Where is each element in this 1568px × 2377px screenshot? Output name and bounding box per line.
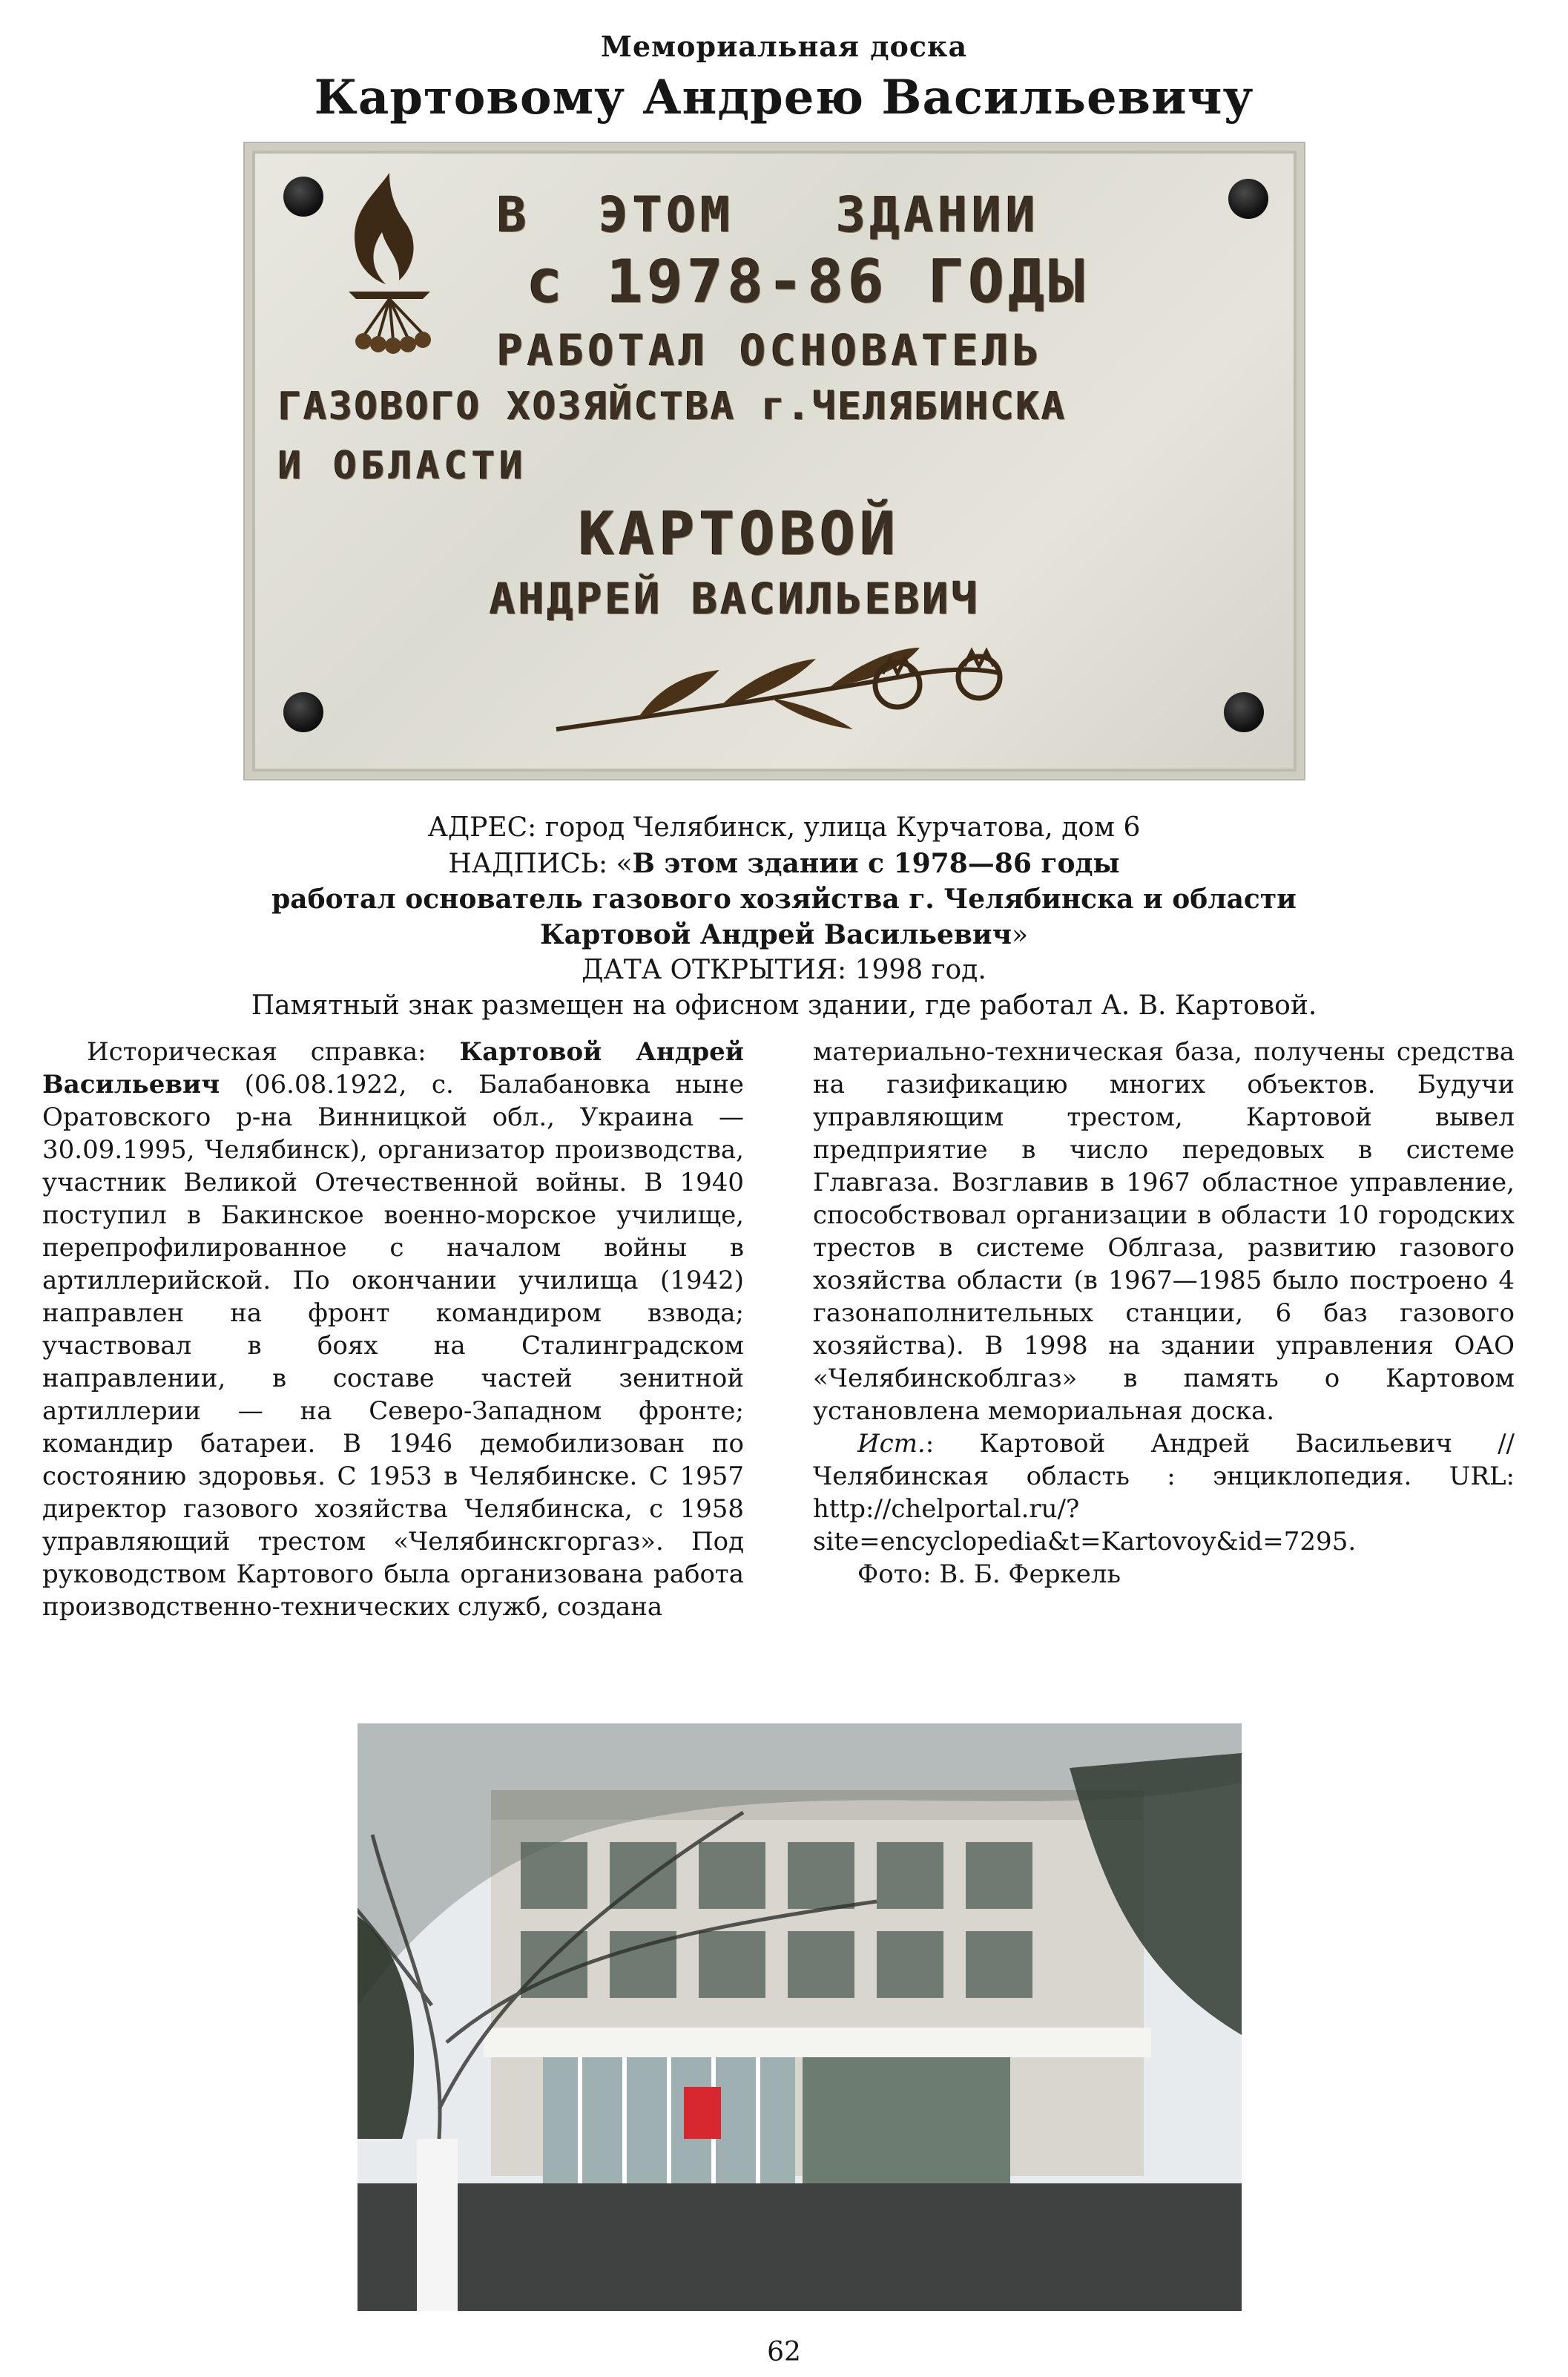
person-name: Картовой Андрей Васильевич	[42, 1037, 744, 1099]
caption-inscription-line-3	[0, 917, 1568, 953]
plaque-line-4: ГАЗОВОГО ХОЗЯЙСТВА г.ЧЕЛЯБИНСКА	[278, 384, 1067, 429]
bolt-top-right	[1228, 179, 1268, 219]
inscription-prefix: НАДПИСЬ: «	[448, 849, 633, 879]
caption-note: Памятный знак размещен на офисном здании, где работал А. В. Картовой.	[251, 990, 1317, 1021]
caption-inscription-line-1	[0, 846, 1568, 882]
memorial-plaque-photo	[245, 143, 1304, 779]
plaque-line-3: РАБОТАЛ ОСНОВАТЕЛЬ	[497, 325, 1044, 375]
caption-opening-date: ДАТА ОТКРЫТИЯ: 1998 год.	[582, 955, 986, 985]
body-column-right	[813, 1036, 1515, 1591]
bolt-top-left	[283, 177, 323, 217]
historical-note-continuation: материально-техническая база, получены средства на газификацию многих объектов. Будучи управляющим трестом, Картовой вывел предприятие в число передовых в системе Главгаза. Возглавив в 1967 областное управление, способствовал организации в области 10 городских трестов в системе Облгаза, развитию газового хозяйства области (в 1967—1985 было построено 4 газонаполнительных станции, 6 баз газового хозяйства). В 1998 на здании управления ОАО «Челябинскоблгаз» в память о Картовом установлена мемориальная доска.	[813, 1037, 1515, 1426]
building-photo	[358, 1723, 1242, 2311]
plaque-line-5: И ОБЛАСТИ	[278, 444, 527, 488]
plaque-line-7: АНДРЕЙ ВАСИЛЬЕВИЧ	[490, 573, 981, 624]
historical-note-label: Историческая справка:	[87, 1037, 460, 1067]
source-paragraph	[813, 1427, 1515, 1558]
plaque-line-2: с 1978-86 ГОДЫ	[527, 247, 1090, 316]
plaque-line-6: КАРТОВОЙ	[579, 499, 900, 568]
body-column-left	[42, 1036, 744, 1623]
inscription-text-1: В этом здании с 1978—86 годы	[632, 848, 1120, 879]
plaque-subtitle: Мемориальная доска	[600, 30, 968, 63]
bolt-bottom-right	[1224, 692, 1264, 732]
caption-address: АДРЕС: город Челябинск, улица Курчатова, дом 6	[427, 812, 1141, 843]
inscription-text-2: работал основатель газового хозяйства г. Челябинска и области	[271, 884, 1297, 915]
source-label: Ист.	[857, 1429, 926, 1459]
page-title: Картовому Андрею Васильевичу	[314, 70, 1254, 125]
photo-credit: Фото: В. Б. Феркель	[857, 1559, 1121, 1589]
historical-note-paragraph	[42, 1036, 744, 1623]
historical-note-text: (06.08.1922, с. Балабановка ныне Оратовского р-на Винницкой обл., Украина — 30.09.1995, Челябинск), организатор производства, участник Великой Отечественной войны. В 1940 поступил в Бакинское военно-морское училище, перепрофилированное с началом войны в артиллерийской. По окончании училища (1942) направлен на фронт командиром взвода; участвовал в боях на Сталинградском направлении, в составе частей зенитной артиллерии — на Северо-Западном фронте; командир батареи. В 1946 демобилизован по состоянию здоровья. С 1953 в Челябинске. С 1957 директор газового хозяйства Челябинска, с 1958 управляющий трестом «Челябинскгоргаз». Под руководством Картового была организована работа производственно-технических служб, создана	[42, 1070, 744, 1622]
building-photo-illustration	[358, 1723, 1242, 2311]
carnation-sprig-icon	[549, 633, 1024, 737]
inscription-text-3: Картовой Андрей Васильевич	[540, 919, 1012, 950]
plaque-line-1: В ЭТОМ ЗДАНИИ	[497, 186, 1040, 243]
caption-inscription-line-2	[0, 881, 1568, 918]
page-number: 62	[767, 2337, 801, 2367]
source-text: : Картовой Андрей Васильевич // Челябинская область : энциклопедия. URL: http://chelportal.ru/?site=encyclopedia&t=Kartovoy&id=7295.	[813, 1429, 1515, 1556]
bolt-bottom-left	[283, 692, 323, 732]
inscription-suffix: »	[1011, 920, 1028, 950]
eternal-flame-emblem-icon	[319, 169, 438, 362]
